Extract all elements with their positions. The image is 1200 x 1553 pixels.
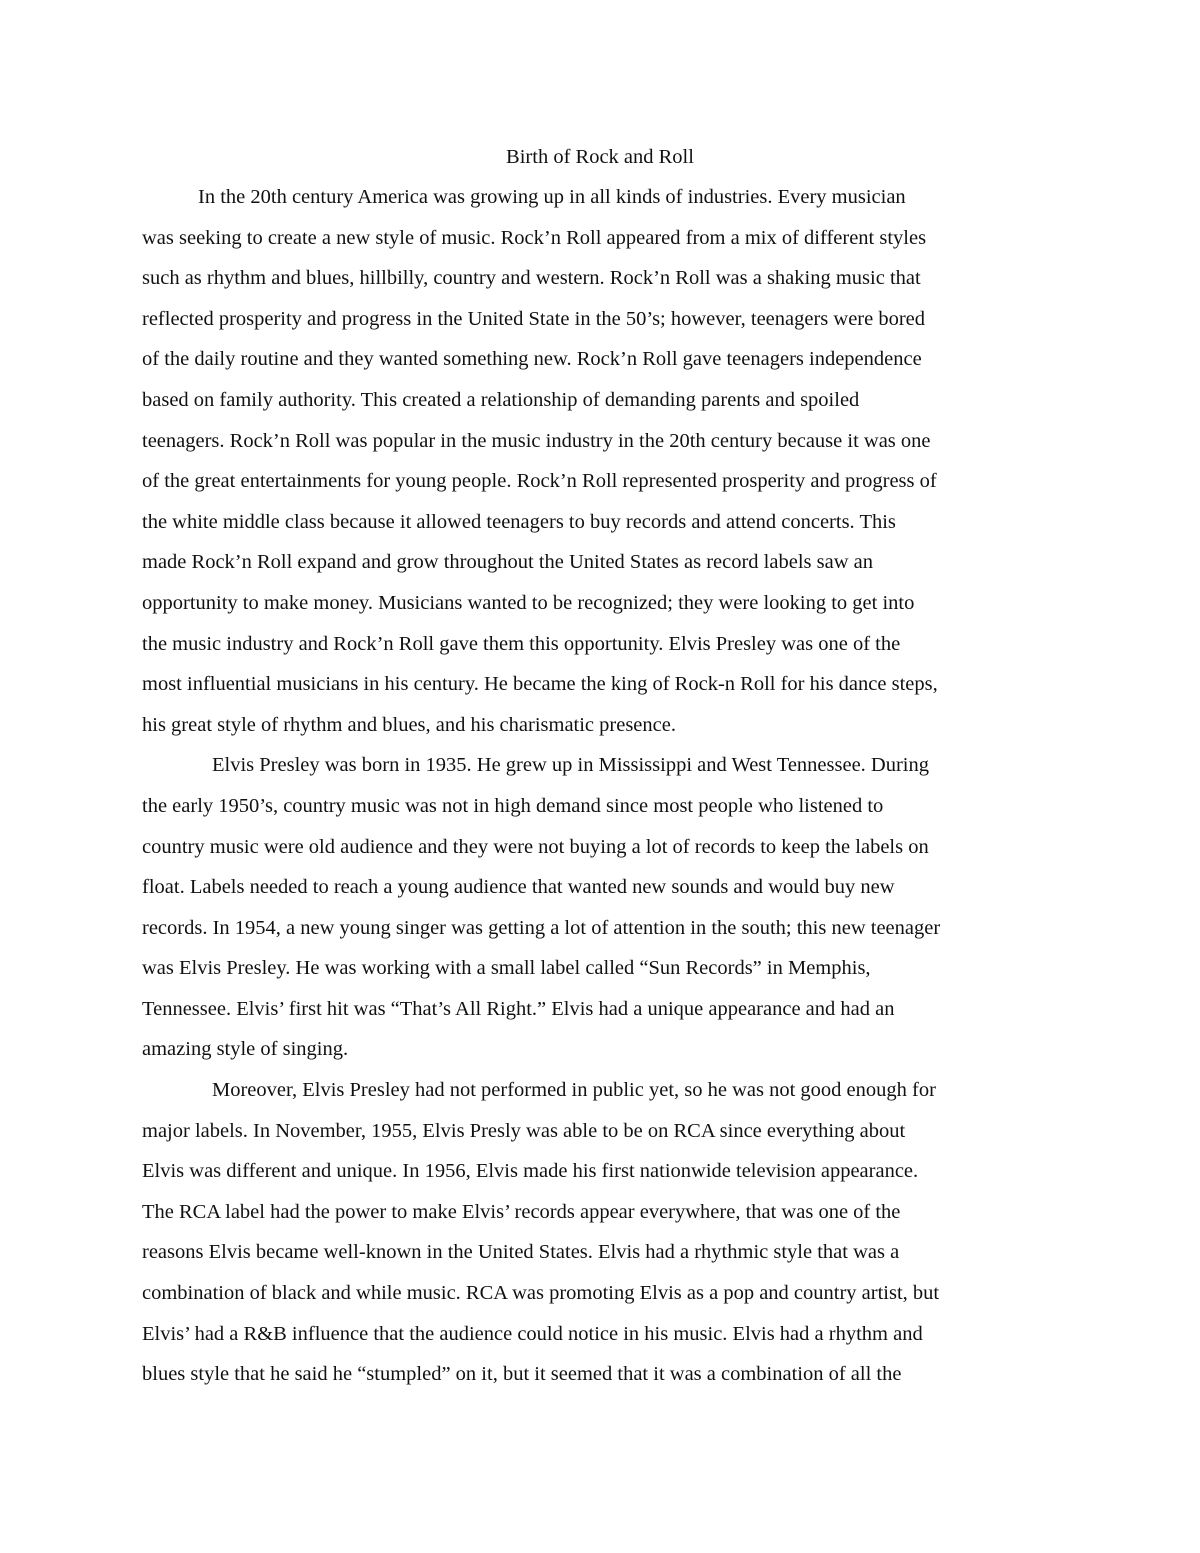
text-line: In the 20th century America was growing up in all kinds of industries. Every musician [198, 186, 906, 208]
text-line: Moreover, Elvis Presley had not performed in public yet, so he was not good enough for [212, 1079, 936, 1102]
text-line: based on family authority. This created a relationship of demanding parents and spoiled [142, 388, 860, 411]
text-line: such as rhythm and blues, hillbilly, country and western. Rock’n Roll was a shaking music that [142, 267, 921, 290]
text-line: of the daily routine and they wanted something new. Rock’n Roll gave teenagers independence [142, 348, 922, 371]
text-line: reasons Elvis became well-known in the United States. Elvis had a rhythmic style that was a [142, 1241, 900, 1264]
text-line: Tennessee. Elvis’ first hit was “That’s All Right.” Elvis had a unique appearance and had an [142, 997, 895, 1020]
text-line: opportunity to make money. Musicians wanted to be recognized; they were looking to get into [142, 591, 915, 614]
text-line: float. Labels needed to reach a young audience that wanted new sounds and would buy new [142, 876, 895, 899]
document-title: Birth of Rock and Roll [506, 146, 694, 168]
text-line: The RCA label had the power to make Elvis’ records appear everywhere, that was one of the [142, 1200, 901, 1223]
text-line: amazing style of singing. [142, 1038, 349, 1061]
text-line: made Rock’n Roll expand and grow throughout the United States as record labels saw an [142, 551, 873, 574]
text-line: combination of black and while music. RCA was promoting Elvis as a pop and country artist, but [142, 1282, 940, 1305]
text-line: country music were old audience and they were not buying a lot of records to keep the labels on [142, 835, 929, 858]
text-line: the white middle class because it allowed teenagers to buy records and attend concerts. This [142, 510, 896, 533]
text-line: reflected prosperity and progress in the United State in the 50’s; however, teenagers were bored [142, 307, 926, 330]
text-line: his great style of rhythm and blues, and his charismatic presence. [142, 713, 676, 736]
text-line: Elvis was different and unique. In 1956, Elvis made his first nationwide television appearance. [142, 1160, 919, 1183]
text-line: major labels. In November, 1955, Elvis Presly was able to be on RCA since everything about [142, 1119, 906, 1142]
document-body [142, 177, 1082, 1395]
text-line: Elvis Presley was born in 1935. He grew up in Mississippi and West Tennessee. During [212, 754, 929, 777]
text-line: teenagers. Rock’n Roll was popular in the music industry in the 20th century because it was one [142, 429, 931, 452]
text-line: of the great entertainments for young people. Rock’n Roll represented prosperity and progress of [142, 470, 937, 493]
text-line: Elvis’ had a R&B influence that the audience could notice in his music. Elvis had a rhythm and [142, 1322, 923, 1345]
text-line: the early 1950’s, country music was not in high demand since most people who listened to [142, 794, 884, 817]
text-line: blues style that he said he “stumpled” on it, but it seemed that it was a combination of all the [142, 1363, 902, 1386]
text-line: was seeking to create a new style of music. Rock’n Roll appeared from a mix of different styles [142, 226, 927, 249]
text-line: was Elvis Presley. He was working with a small label called “Sun Records” in Memphis, [142, 957, 871, 980]
text-line: the music industry and Rock’n Roll gave them this opportunity. Elvis Presley was one of the [142, 632, 901, 655]
text-line: most influential musicians in his century. He became the king of Rock-n Roll for his dance steps, [142, 673, 938, 696]
text-line: records. In 1954, a new young singer was getting a lot of attention in the south; this new teenager [142, 916, 941, 939]
